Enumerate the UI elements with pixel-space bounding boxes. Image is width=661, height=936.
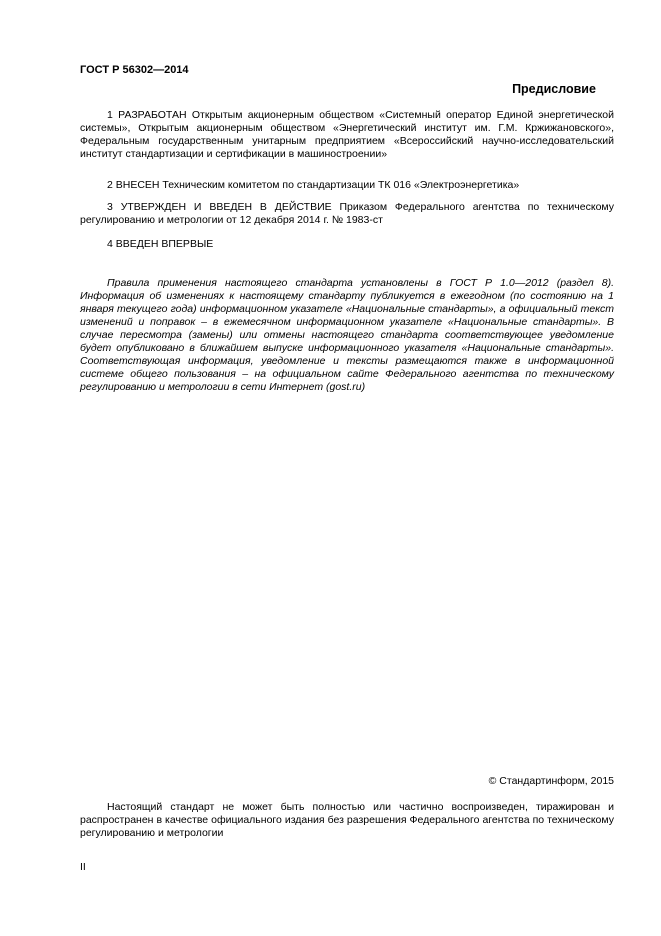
page-number: II <box>80 861 86 873</box>
application-notice <box>80 277 614 394</box>
preface-item-2 <box>80 179 614 192</box>
preface-item-2-text: 2 ВНЕСЕН Техническим комитетом по стандартизации ТК 016 «Электроэнергетика» <box>107 179 520 191</box>
document-code: ГОСТ Р 56302—2014 <box>80 64 189 76</box>
reproduction-notice <box>80 801 614 840</box>
preface-item-3 <box>80 201 614 227</box>
preface-item-1 <box>80 109 614 161</box>
page-title: Предисловие <box>512 82 596 96</box>
preface-item-1-text: 1 РАЗРАБОТАН Открытым акционерным обществом «Системный оператор Единой энергетической системы», Открытым акционерным обществом «Энергетический институт им. Г.М. Кржижановского», Федеральным государственным унитарным предприятием «Всероссийский научно-исследовательский институт стандартизации и сертификации в машиностроении» <box>80 109 614 160</box>
copyright-line: © Стандартинформ, 2015 <box>488 775 614 787</box>
preface-item-3-text: 3 УТВЕРЖДЕН И ВВЕДЕН В ДЕЙСТВИЕ Приказом Федерального агентства по техническому регулированию и метрологии от 12 декабря 2014 г. № 1983-ст <box>80 201 614 226</box>
application-notice-text: Правила применения настоящего стандарта установлены в ГОСТ Р 1.0—2012 (раздел 8). Информация об изменениях к настоящему стандарту публикуется в ежегодном (по состоянию на 1 января текущего года) информационном указателе «Национальные стандарты», а официальный текст изменений и поправок – в ежемесячном информационном указателе «Национальные стандарты». В случае пересмотра (замены) или отмены настоящего стандарта соответствующее уведомление будет опубликовано в ближайшем выпуске информационного указателя «Национальные стандарты». Соответствующая информация, уведомление и тексты размещаются также в информационной системе общего пользования – на официальном сайте Федерального агентства по техническому регулированию и метрологии в сети Интернет (gost.ru) <box>80 277 614 393</box>
reproduction-notice-text: Настоящий стандарт не может быть полностью или частично воспроизведен, тиражирован и распространен в качестве официального издания без разрешения Федерального агентства по техническому регулированию и метрологии <box>80 801 614 839</box>
page-title-container <box>80 83 614 96</box>
preface-item-4 <box>80 238 614 251</box>
preface-item-4-text: 4 ВВЕДЕН ВПЕРВЫЕ <box>107 238 214 250</box>
